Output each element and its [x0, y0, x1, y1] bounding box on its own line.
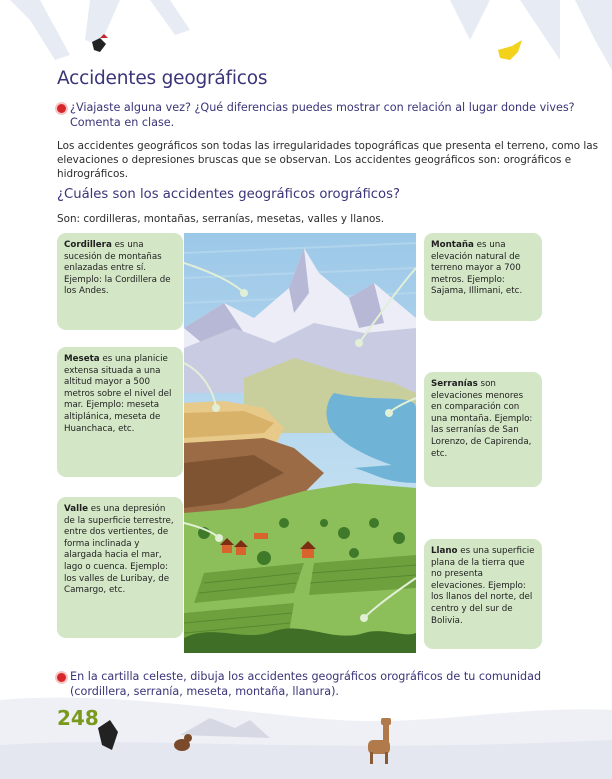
bullet-icon [57, 104, 66, 113]
serranias-term: Serranías [431, 379, 478, 389]
tree-silhouettes [10, 0, 612, 70]
montana-description: es una elevación natural de terreno mayor a 700 metros. Ejemplo: Sajama, Illimani, etc. [431, 240, 523, 297]
meseta-description: es una planicie extensa situada a una altitud mayor a 500 metros sobre el nivel del mar. Ejemplo: meseta altiplánica, meseta de Huanchaca, etc. [64, 354, 172, 434]
llano-description: es una superficie plana de la tierra que no presenta elevaciones. Ejemplo: los llanos del norte, del centro y del sur de Bolivia. [431, 546, 535, 626]
cordillera-description: es una sucesión de montañas enlazadas entre sí. Ejemplo: la Cordillera de los Andes. [64, 240, 171, 297]
llano-box [424, 539, 542, 649]
valle-term: Valle [64, 504, 88, 514]
montana-box [424, 233, 542, 321]
serranias-box [424, 372, 542, 487]
page-number: 248 [57, 706, 99, 730]
valle-box [57, 497, 183, 638]
valle-description: es una depresión de la superficie terrestre, entre dos vertientes, de forma inclinada y alargada hacia el mar, lago o cuenca. Ejemplo: los valles de Luribay, de Camargo, etc. [64, 504, 174, 596]
serranias-description: son elevaciones menores en comparación con una montaña. Ejemplo: las serranías de San Lorenzo, de Capirenda, etc. [431, 379, 533, 459]
activity-instruction: En la cartilla celeste, dibuja los accidentes geográficos orográficos de tu comunidad (cordillera, serranía, meseta, montaña, llanura). [70, 670, 542, 698]
list-intro: Son: cordilleras, montañas, serranías, mesetas, valles y llanos. [57, 213, 385, 225]
montana-term: Montaña [431, 240, 474, 250]
section-subtitle: ¿Cuáles son los accidentes geográficos orográficos? [57, 187, 400, 202]
meseta-term: Meseta [64, 354, 100, 364]
intro-paragraph: Los accidentes geográficos son todas las irregularidades topográficas que presenta el terreno, como las elevaciones o depresiones bruscas que se observan. Los accidentes geográficos son: orográficos e hidrográficos. [57, 140, 599, 180]
page-title: Accidentes geográficos [57, 68, 268, 89]
bullet-icon [57, 673, 66, 682]
llano-term: Llano [431, 546, 458, 556]
cordillera-term: Cordillera [64, 240, 112, 250]
meseta-box [57, 347, 183, 477]
cordillera-box [57, 233, 183, 330]
yellow-bird-icon [498, 40, 522, 60]
discussion-question: ¿Viajaste alguna vez? ¿Qué diferencias puedes mostrar con relación al lugar donde vives? Comenta en clase. [70, 101, 575, 129]
landscape-illustration [184, 233, 416, 653]
